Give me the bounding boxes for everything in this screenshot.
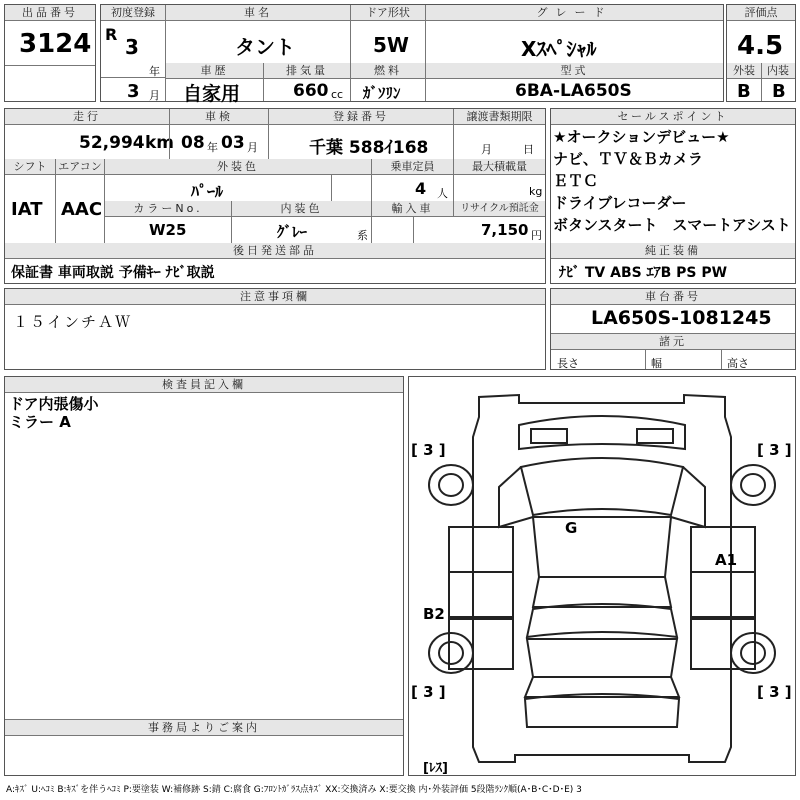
insp-year-unit: 年 [207, 141, 218, 154]
sales-point: ボタンスタート スマートアシスト [553, 216, 791, 234]
interior-color: ｸﾞﾚｰ [277, 223, 308, 241]
ac-label: エアコン [56, 159, 104, 175]
history-label: 車歴 [166, 63, 263, 79]
width-label: 幅 [651, 357, 662, 370]
chassis-number: LA650S-1081245 [591, 307, 772, 329]
insp-year: 08 [181, 133, 205, 153]
mark-b2: B2 [423, 605, 445, 623]
sales-points [553, 126, 791, 236]
tire-rear-left: [ 3 ] [411, 683, 446, 701]
lot-box [4, 4, 96, 102]
capacity-label: 乗車定員 [372, 159, 453, 175]
later-parts-label: 後日発送部品 [5, 243, 545, 259]
int-grade: B [772, 81, 786, 102]
reg-year: 3 [125, 35, 139, 59]
model-label: 型式 [426, 63, 723, 79]
mileage: 52,994 [79, 133, 145, 153]
score-box [726, 4, 796, 102]
tire-rear-right: [ 3 ] [757, 683, 792, 701]
inspector-label: 検査員記入欄 [5, 377, 403, 393]
year-unit: 年 [149, 65, 160, 78]
insp-month-unit: 月 [247, 141, 258, 154]
notes-label: 注意事項欄 [5, 289, 545, 305]
grade: Xｽﾍﾟｼｬﾙ [521, 37, 597, 61]
car-outline [409, 377, 795, 775]
ext-grade: B [737, 81, 751, 102]
first-reg-label: 初度登録 [101, 5, 165, 21]
main-info-box [100, 4, 724, 105]
plate-label: 登録番号 [269, 109, 453, 125]
displacement: 660 [293, 81, 329, 101]
chassis-box [550, 288, 796, 370]
damage-diagram [408, 376, 796, 776]
tire-front-left: [ 3 ] [411, 441, 446, 459]
inspector-line: ドア内張傷小 [9, 395, 99, 413]
ac-value: AAC [61, 199, 103, 220]
color-value: ﾊﾟｰﾙ [191, 182, 224, 201]
color-label: 外装色 [105, 159, 371, 175]
spec-label: 諸元 [551, 333, 795, 350]
inspection-label: 車検 [170, 109, 268, 125]
insp-month: 03 [221, 133, 245, 153]
load-label: 最大積載量 [454, 159, 545, 175]
displacement-label: 排気量 [264, 63, 350, 79]
transfer-month-unit: 月 [481, 143, 492, 156]
import-label: 輸入車 [372, 201, 453, 217]
color-no: W25 [149, 221, 187, 239]
details-box [4, 108, 546, 284]
plate-number: 千葉 588ｲ168 [309, 138, 429, 158]
shift-label: シフト [5, 159, 55, 175]
grade-label: グレード [426, 5, 723, 21]
car-name: タント [235, 35, 295, 59]
office-label: 事務局よりご案内 [5, 719, 403, 736]
shift-value: IAT [11, 199, 43, 220]
legend: A:ｷｽﾞ U:ﾍｺﾐ B:ｷｽﾞを伴うﾍｺﾐ P:要塗装 W:補修跡 S:錆 C:腐食 G:ﾌﾛﾝﾄｶﾞﾗｽ点ｷｽﾞ XX:交換済み X:要交換 内･外装評価 5段階ﾗﾝｸ順(A･B･C･D･E) 3 [6, 785, 582, 795]
displacement-unit: cc [331, 88, 344, 101]
equipment-label: 純正装備 [551, 243, 795, 259]
lot-number: 3124 [19, 29, 92, 59]
sales-box [550, 108, 796, 284]
sales-label: セールスポイント [551, 109, 795, 125]
inspector-box [4, 376, 404, 776]
recycle-unit: 円 [531, 229, 542, 242]
door-type: 5W [373, 33, 409, 57]
interior-label: 内装色 [232, 201, 371, 217]
ext-label: 外装 [727, 63, 761, 79]
mileage-label: 走行 [5, 109, 169, 125]
notes-text: １５インチＡＷ [13, 313, 133, 331]
era: R [105, 25, 118, 44]
transfer-day-unit: 日 [523, 143, 534, 156]
history: 自家用 [183, 83, 241, 105]
later-parts: 保証書 車両取説 予備ｷｰ ﾅﾋﾞ取説 [11, 265, 215, 281]
transfer-label: 譲渡書類期限 [454, 109, 545, 125]
capacity-value: 4 [415, 179, 427, 198]
equipment: ﾅﾋﾞ TV ABS ｴｱB PS PW [559, 265, 728, 281]
sales-point: ナビ、ＴＶ＆Ｂカメラ [553, 150, 703, 168]
reg-month: 3 [127, 81, 140, 102]
interior-unit: 系 [357, 229, 368, 242]
model-code: 6BA-LA650S [515, 81, 632, 101]
fuel: ｶﾞｿﾘﾝ [363, 84, 401, 102]
capacity-unit: 人 [437, 187, 448, 200]
height-label: 高さ [727, 357, 749, 370]
spare-tire: [ﾚｽ] [423, 761, 448, 776]
notes-box [4, 288, 546, 370]
fuel-label: 燃料 [351, 63, 425, 79]
sales-point: ＥＴＣ [553, 172, 599, 190]
length-label: 長さ [557, 357, 579, 370]
door-label: ドア形状 [351, 5, 425, 21]
inspector-notes [9, 395, 99, 431]
chassis-label: 車台番号 [551, 289, 795, 305]
tire-front-right: [ 3 ] [757, 441, 792, 459]
score-value: 4.5 [737, 31, 784, 61]
sales-point: ドライブレコーダー [553, 194, 687, 212]
inspector-line: ミラー A [9, 413, 71, 431]
car-name-label: 車名 [166, 5, 350, 21]
int-label: 内装 [761, 63, 795, 79]
color-no-label: カラーNo. [105, 201, 231, 217]
lot-label: 出品番号 [5, 5, 95, 21]
mark-g: G [565, 519, 578, 537]
mileage-unit: km [145, 133, 175, 153]
load-unit: kg [529, 185, 543, 198]
mark-a1: A1 [715, 551, 738, 569]
sales-point: ★オークションデビュー★ [553, 128, 730, 146]
month-unit: 月 [149, 89, 160, 102]
recycle-value: 7,150 [481, 221, 529, 239]
recycle-label: リサイクル預託金 [454, 201, 545, 217]
score-label: 評価点 [727, 5, 795, 21]
